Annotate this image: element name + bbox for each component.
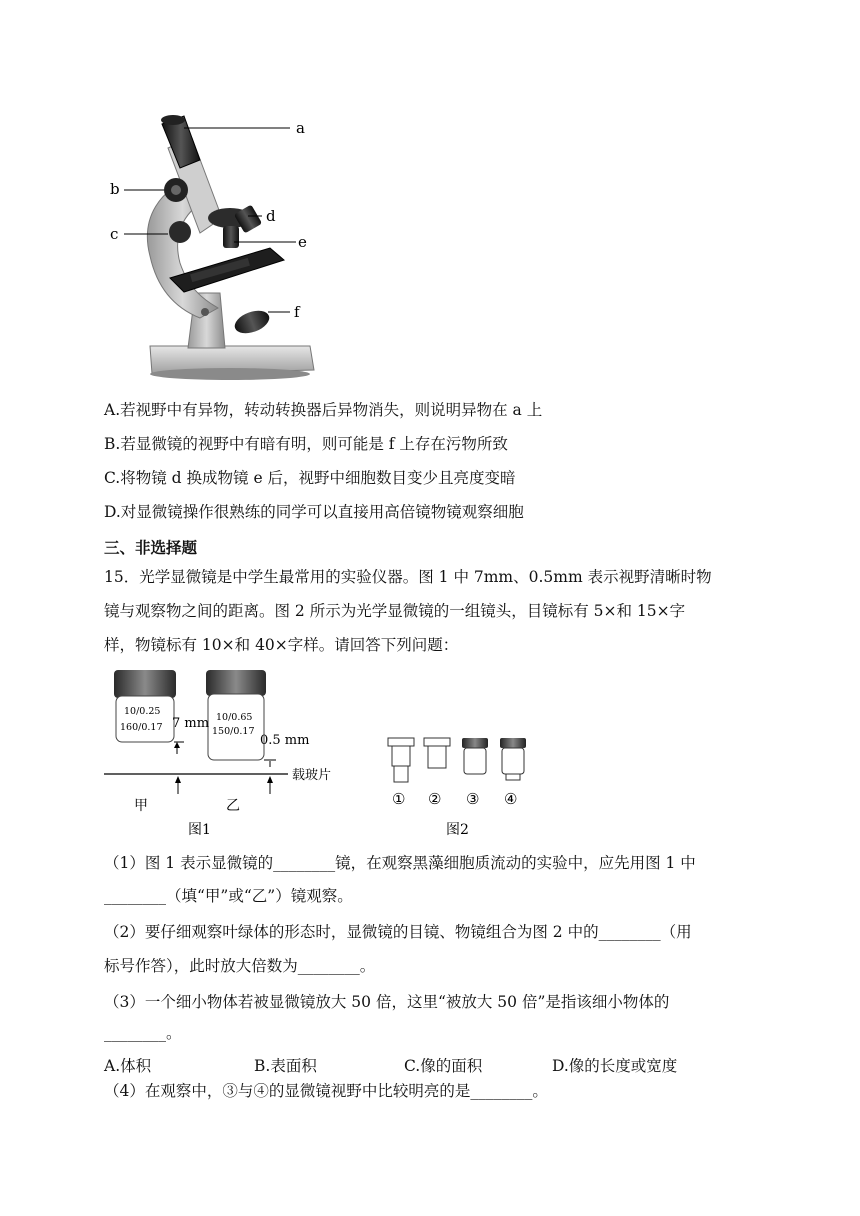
q14-option-b: B.若显微镜的视野中有暗有明，则可能是 f 上存在污物所致 <box>104 435 508 453</box>
lens-marker-4: ④ <box>504 790 518 808</box>
q15-sub1-line-2: ________（填“甲”或“乙”）镜观察。 <box>104 887 353 905</box>
label-d: d <box>266 207 276 225</box>
q15-sub3-line-2: ________。 <box>104 1024 182 1042</box>
q15-sub3-line-1: （3）一个细小物体若被显微镜放大 50 倍，这里“被放大 50 倍”是指该细小物体的 <box>104 993 670 1011</box>
dist-yi-label: 0.5 mm <box>260 733 310 748</box>
figure-1-objectives <box>100 664 362 840</box>
q15-sub4: （4）在观察中，③与④的显微镜视野中比较明亮的是________。 <box>104 1082 548 1100</box>
q15-sub2-line-2: 标号作答），此时放大倍数为________。 <box>104 957 376 975</box>
q15-stem-line-3: 样，物镜标有 10×和 40×字样。请回答下列问题： <box>104 636 459 654</box>
figure-2-caption: 图2 <box>446 822 469 838</box>
lens-marker-1: ① <box>392 790 406 808</box>
lens-jia-spec-bottom: 160/0.17 <box>120 722 163 733</box>
q15-sub3-option-a: A.体积 <box>104 1057 152 1075</box>
lens-jia-spec-top: 10/0.25 <box>124 706 161 717</box>
slide-label: 载玻片 <box>292 768 332 783</box>
q15-sub3-option-c: C.像的面积 <box>404 1057 483 1075</box>
lens-yi-spec-bottom: 150/0.17 <box>212 726 255 737</box>
label-a: a <box>296 119 305 137</box>
figure-1-caption: 图1 <box>188 822 211 838</box>
q15-sub3-option-d: D.像的长度或宽度 <box>552 1057 678 1075</box>
microscope-figure <box>100 108 320 384</box>
label-f: f <box>294 303 300 321</box>
q15-stem-line-1: 15．光学显微镜是中学生最常用的实验仪器。图 1 中 7mm、0.5mm 表示视野清晰时物 <box>104 568 712 586</box>
section-heading: 三、非选择题 <box>104 539 198 557</box>
q15-stem-line-2: 镜与观察物之间的距离。图 2 所示为光学显微镜的一组镜头，目镜标有 5×和 15×字 <box>104 602 686 620</box>
figure-2-lenses <box>380 730 540 840</box>
q14-option-a: A.若视野中有异物，转动转换器后异物消失，则说明异物在 a 上 <box>104 401 543 419</box>
label-e: e <box>298 233 307 251</box>
label-c: c <box>110 225 119 243</box>
label-yi: 乙 <box>226 798 240 814</box>
q15-sub2-line-1: （2）要仔细观察叶绿体的形态时，显微镜的目镜、物镜组合为图 2 中的________（用 <box>104 923 692 941</box>
q14-option-d: D.对显微镜操作很熟练的同学可以直接用高倍镜物镜观察细胞 <box>104 503 524 521</box>
q15-sub1-line-1: （1）图 1 表示显微镜的________镜，在观察黑藻细胞质流动的实验中，应先用图 1 中 <box>104 854 696 872</box>
dist-jia-label: 7 mm <box>172 716 210 731</box>
q14-option-c: C.将物镜 d 换成物镜 e 后，视野中细胞数目变少且亮度变暗 <box>104 469 516 487</box>
label-b: b <box>110 180 120 198</box>
lens-marker-3: ③ <box>466 790 480 808</box>
label-jia: 甲 <box>134 798 148 814</box>
lens-yi-spec-top: 10/0.65 <box>216 712 253 723</box>
lens-marker-2: ② <box>428 790 442 808</box>
q15-sub3-option-b: B.表面积 <box>254 1057 317 1075</box>
